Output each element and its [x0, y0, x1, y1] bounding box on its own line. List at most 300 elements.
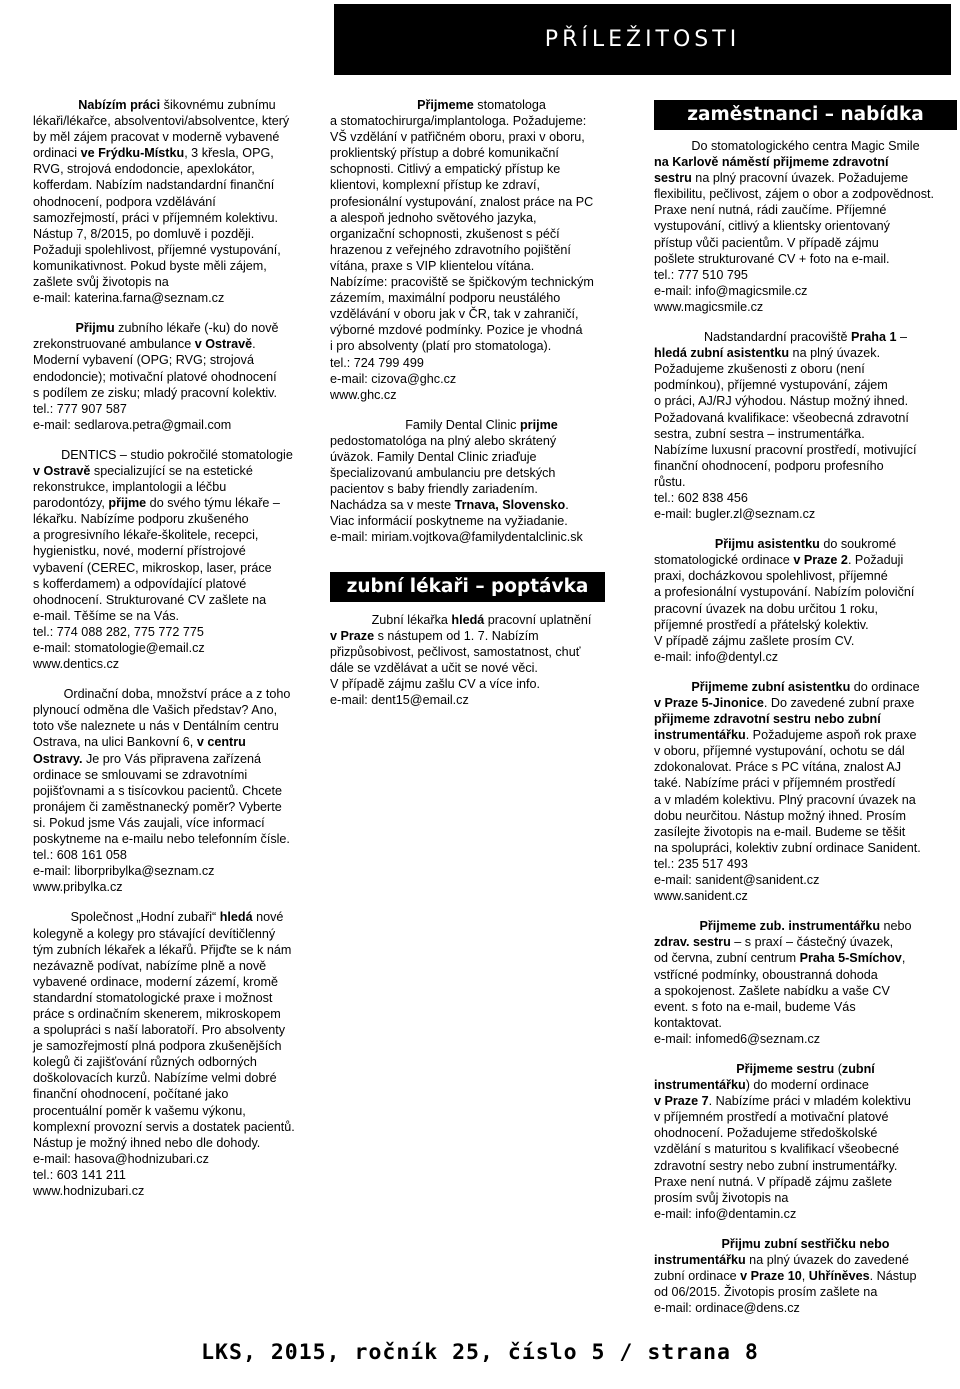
ad-text: zubního lékaře (-ku) do nově — [114, 321, 279, 336]
ad-line — [33, 1070, 321, 1086]
ad-line — [654, 999, 957, 1015]
ad-line — [654, 824, 957, 840]
ad-line — [654, 490, 957, 506]
ad-text: zdokonalovat. Práce s PC vítána, znalost AJ — [654, 760, 902, 775]
ad-line — [654, 329, 957, 345]
ad-text: organizační schopnosti, zkušenost s péčí — [330, 226, 560, 241]
left-column — [33, 97, 321, 1213]
ad-text: a spokojenost. Zašlete nabídku a vaše CV — [654, 983, 890, 998]
ad-text: lékaři/lékařce, absolventovi/absolventce, který — [33, 114, 290, 129]
classified-ad — [33, 686, 321, 895]
ad-text: úväzok. Family Dental Clinic zriaďuje — [330, 449, 537, 464]
ad-text: zázemím, maximální podporu neustálého — [330, 291, 561, 306]
ad-line — [654, 506, 957, 522]
ad-text-bold: zdrav. sestru — [654, 935, 731, 950]
ad-line — [330, 371, 633, 387]
classified-ad — [33, 909, 321, 1199]
ad-line — [654, 299, 957, 315]
ad-text: . Požaduji — [847, 553, 904, 568]
ad-text: www.sanident.cz — [654, 889, 748, 904]
ad-text: zrekonstruované ambulance — [33, 337, 195, 352]
ad-text: špecializovanú ambulanciu pre detských — [330, 466, 556, 481]
ad-line — [33, 624, 321, 640]
ad-line — [33, 1183, 321, 1199]
ad-text-bold: přijme — [108, 496, 147, 511]
ad-line — [654, 536, 957, 552]
ad-text: vstřícné podmínky, oboustranná dohoda — [654, 967, 878, 982]
ad-text: od června, zubní centrum — [654, 951, 800, 966]
ad-text: – s praxí – částečný úvazek, — [730, 935, 894, 950]
ad-line — [654, 154, 957, 170]
ad-line — [654, 552, 957, 568]
ad-line — [654, 711, 957, 727]
ad-text: e-mail: sedlarova.petra@gmail.com — [33, 417, 232, 432]
ad-line — [654, 267, 957, 283]
ad-line — [33, 543, 321, 559]
classified-ad — [654, 918, 957, 1047]
ad-line — [654, 1077, 957, 1093]
ad-line — [654, 679, 957, 695]
section-heading-employees-offer: zaměstnanci – nabídka — [654, 100, 957, 130]
ad-line — [33, 1054, 321, 1070]
ad-text-bold: v Ostravě — [33, 463, 91, 478]
ad-text-bold: Nabízím práci — [78, 98, 161, 112]
ad-line — [654, 361, 957, 377]
ad-line — [33, 401, 321, 417]
ad-line — [654, 283, 957, 299]
ad-text: Nachádza sa v meste — [330, 498, 455, 513]
ad-text: . — [252, 337, 256, 352]
ad-line — [330, 129, 633, 145]
ad-text-bold: instrumentářku — [654, 1253, 746, 1267]
classified-ad — [33, 447, 321, 672]
ad-text: na plný úvazek. — [789, 346, 881, 361]
ad-line — [654, 775, 957, 791]
ad-text-bold: v Praze 10 — [740, 1269, 802, 1284]
ad-text: e-mail: hasova@hodnizubari.cz — [33, 1151, 209, 1166]
ad-line — [33, 320, 321, 336]
ad-line — [654, 377, 957, 393]
ad-line — [33, 274, 321, 290]
ad-line — [33, 1103, 321, 1119]
ad-line — [654, 202, 957, 218]
classified-ad — [654, 329, 957, 522]
ad-text: e-mail: dent15@email.cz — [330, 693, 469, 707]
ad-line — [654, 1141, 957, 1157]
ad-line — [33, 702, 321, 718]
ad-line — [33, 511, 321, 527]
ad-line — [654, 888, 957, 904]
ad-text: Nabízíme: pracoviště se špičkovým technickým — [330, 275, 594, 290]
ad-line — [33, 942, 321, 958]
ad-line — [330, 290, 633, 306]
ad-text: s podílem ze zisku; mladý pracovní kolektiv. — [33, 385, 278, 400]
ad-line — [33, 447, 321, 463]
ad-line — [654, 792, 957, 808]
ad-text: e-mail: stomatologie@email.cz — [33, 641, 205, 655]
ad-text-bold: Přijmeme — [417, 98, 474, 112]
ad-text: zubní ordinace — [654, 1269, 741, 1284]
ad-text: stomatologické ordinace — [654, 553, 794, 568]
ad-line — [654, 442, 957, 458]
ad-text: na plný pracovní úvazek. Požadujeme — [691, 171, 909, 186]
ad-text: tel.: 602 838 456 — [654, 490, 748, 505]
ad-line — [330, 113, 633, 129]
ad-line — [654, 474, 957, 490]
ad-line — [654, 235, 957, 251]
ad-line — [330, 161, 633, 177]
ad-text: zdravotní sestry nebo zubní instrumentářky. — [654, 1158, 898, 1173]
ad-line — [330, 242, 633, 258]
ad-line — [654, 1268, 957, 1284]
ad-text: ordinaci — [33, 146, 81, 161]
ad-text: s nástupem od 1. 7. Nabízím — [374, 628, 539, 643]
ad-line — [33, 527, 321, 543]
classified-ad — [330, 417, 633, 546]
ad-text: vybavení (CEREC, mikroskop, laser, práce — [33, 560, 272, 575]
ad-text: Je pro Vás připravena zařízená — [82, 751, 261, 766]
ad-text: kolegů či zajišťování různých odborných — [33, 1055, 257, 1070]
ad-line — [33, 831, 321, 847]
ad-text-bold: Přijmeme zub. instrumentářku — [699, 919, 881, 934]
ad-line — [33, 958, 321, 974]
ad-line — [33, 479, 321, 495]
ad-line — [654, 568, 957, 584]
ad-text: a profesionální vystupování. Nabízím poloviční — [654, 585, 915, 600]
ad-line — [654, 918, 957, 934]
classified-ad — [654, 679, 957, 904]
ad-line — [330, 529, 633, 545]
ad-text: e-mail. Těšíme se na Vás. — [33, 608, 180, 623]
ad-line — [654, 649, 957, 665]
ad-line — [654, 695, 957, 711]
ad-text-bold: ve Frýdku-Místku — [80, 146, 185, 161]
ad-text: V případě zájmu zašlu CV a více info. — [330, 676, 540, 691]
section-heading-dentists-demand: zubní lékaři – poptávka — [330, 572, 605, 602]
ad-text-bold: v Praze 2 — [793, 553, 848, 568]
ad-line — [33, 194, 321, 210]
ad-line — [330, 481, 633, 497]
ad-line — [33, 815, 321, 831]
ad-line — [330, 644, 633, 660]
ad-line — [330, 145, 633, 161]
ad-line — [33, 1135, 321, 1151]
ad-text: www.dentics.cz — [33, 657, 120, 672]
ad-line — [330, 417, 633, 433]
ad-text: samozřejmostí, práci v příjemném kolektivu. — [33, 210, 278, 225]
ad-text: e-mail: bugler.zl@seznam.cz — [654, 507, 816, 522]
ad-text: tel.: 603 141 211 — [33, 1167, 126, 1182]
ad-line — [654, 617, 957, 633]
ad-text-bold: v centru — [196, 735, 246, 750]
ad-text: Do stomatologického centra Magic Smile — [691, 139, 920, 153]
ad-text: e-mail: infomed6@seznam.cz — [654, 1031, 821, 1046]
ad-text: přístup vůči pacientům. V případě zájmu — [654, 235, 879, 250]
ad-text: hrazenou z veřejného zdravotního pojištění — [330, 242, 571, 257]
ad-text: Požadovaná kvalifikace: všeobecná zdravotní — [654, 410, 909, 425]
ad-text: www.magicsmile.cz — [654, 299, 764, 314]
ad-text-bold: Přijmu — [75, 321, 115, 336]
ad-text: www.hodnizubari.cz — [33, 1184, 145, 1198]
ad-text: . Do zavedené zubní praxe — [763, 696, 915, 710]
ad-text-bold: prijme — [519, 417, 558, 432]
ad-line — [330, 306, 633, 322]
ad-text: do ordinace — [850, 679, 920, 694]
ad-text: e-mail: info@dentamin.cz — [654, 1206, 797, 1221]
ad-line — [654, 601, 957, 617]
ad-text: proklientský přístup a dobré komunikační — [330, 146, 559, 161]
ad-text-bold: Trnava, Slovensko — [454, 498, 566, 513]
ad-text: toto vše naleznete u nás v Dentálním centru — [33, 719, 279, 734]
ad-line — [33, 1022, 321, 1038]
ad-text: specializující se na estetické — [90, 463, 253, 478]
ad-line — [33, 640, 321, 656]
ad-text: pacientov s baby friendly zariadením. — [330, 482, 538, 497]
ad-line — [330, 322, 633, 338]
ad-text-bold: v Praze 7 — [654, 1094, 709, 1109]
ad-line — [654, 1061, 957, 1077]
ad-text-bold: Přijmu zubní sestřičku nebo — [721, 1236, 890, 1251]
ad-line — [33, 863, 321, 879]
ad-text: kontaktovat. — [654, 1015, 722, 1030]
ad-text: tel.: 777 907 587 — [33, 401, 127, 416]
ad-text: e-mail: info@magicsmile.cz — [654, 283, 808, 298]
ad-text: si. Pokud jsme Vás zaujali, více informací — [33, 815, 265, 830]
ad-text: vzdělávání v oboru jak v ČR, tak v zahraničí, — [330, 307, 579, 322]
ad-text: prosím svůj životopis na — [654, 1190, 789, 1205]
ad-text: růstu. — [654, 474, 686, 489]
ad-text: je samozřejmostí plná podpora zkušenějších — [33, 1039, 282, 1054]
ad-line — [33, 909, 321, 925]
ad-text: standardní stomatologické praxe i možnost — [33, 990, 273, 1005]
ad-text: e-mail: miriam.vojtkova@familydentalclinic.sk — [330, 530, 583, 545]
ad-line — [33, 242, 321, 258]
ad-line — [654, 1252, 957, 1268]
ad-text: finanční ohodnocení, počítané jako — [33, 1087, 229, 1102]
ad-text: komunikativnost. Pokud byste měli zájem, — [33, 258, 267, 273]
ad-text-bold: Přijmeme sestru — [736, 1061, 835, 1076]
ad-text: na spolupráci, kolektiv zubní ordinace Sanident. — [654, 840, 921, 855]
ad-line — [654, 1093, 957, 1109]
ad-line — [654, 1031, 957, 1047]
ad-line — [654, 759, 957, 775]
ad-line — [330, 194, 633, 210]
ad-text: e-mail: info@dentyl.cz — [654, 649, 779, 664]
page-title: PŘÍLEŽITOSTI — [544, 27, 741, 52]
ad-line — [33, 592, 321, 608]
ad-text: sestra, zubní sestra – instrumentářka. — [654, 426, 865, 441]
ad-text: e-mail: cizova@ghc.cz — [330, 371, 457, 386]
ad-line — [33, 97, 321, 113]
ad-text: v oboru, příjemné vystupování, ochotu se dál — [654, 744, 905, 759]
ad-text: Praxe není nutná, rádi zaučíme. Příjemné — [654, 203, 887, 218]
ad-text: na plný úvazek do zavedené — [745, 1253, 909, 1267]
ad-line — [33, 686, 321, 702]
ad-text: VŠ vzdělání v patřičném oboru, praxi v oboru, — [330, 130, 585, 145]
ad-text-bold: sestru — [654, 171, 692, 186]
ad-text: i pro absolventy (platí pro stomatologa). — [330, 339, 552, 354]
ad-text: lékařku. Nabízíme podporu zkušeného — [33, 512, 249, 527]
ad-line — [33, 352, 321, 368]
ad-line — [33, 177, 321, 193]
ad-line — [654, 727, 957, 743]
ad-text: příjemné prostředí a přátelský kolektiv. — [654, 617, 869, 632]
page-footer: LKS, 2015, ročník 25, číslo 5 / strana 8 — [201, 1340, 759, 1365]
ad-line — [33, 369, 321, 385]
ad-text: e-mail: liborpribylka@seznam.cz — [33, 864, 215, 879]
classified-ad — [33, 320, 321, 433]
ad-line — [33, 226, 321, 242]
ad-text-bold: Uhříněves — [808, 1269, 870, 1284]
ad-text: procentuální poměr k vašemu výkonu, — [33, 1103, 246, 1118]
ad-line — [33, 336, 321, 352]
ad-line — [33, 1119, 321, 1135]
ad-text: klientovi, komplexní přístup ke zdraví, — [330, 178, 540, 193]
ad-text: nezávazně podívat, nabízíme plně a nově — [33, 958, 267, 973]
ad-text: – — [896, 330, 908, 345]
ad-text: Zubní lékařka — [371, 612, 452, 627]
ad-text: Ostrava, na ulici Bankovní 6, — [33, 735, 197, 750]
ad-text: , 3 křesla, OPG, — [184, 146, 274, 161]
ad-text: s kofferdamem) a odpovídající platové — [33, 576, 247, 591]
ad-line — [33, 974, 321, 990]
ad-text: . Nástup — [869, 1269, 917, 1284]
ad-text: zasílejte životopis na e-mail. Budeme se těšit — [654, 824, 906, 839]
ad-text: Praxe není nutná. V případě zájmu zašlete — [654, 1174, 893, 1189]
ad-text: pedostomatológa na plný alebo skrátený — [330, 433, 557, 448]
ad-text: ( — [834, 1061, 842, 1076]
classified-ad — [654, 138, 957, 315]
ad-text: . Nabízíme práci v mladém kolektivu — [708, 1094, 911, 1109]
ad-text: a progresivního lékaře-školitele, recepci, — [33, 528, 259, 543]
ad-text: ordinace se smlouvami se zdravotními — [33, 767, 248, 782]
ad-text: vybavené ordinace, moderní zázemí, kromě — [33, 974, 278, 989]
ad-line — [654, 1125, 957, 1141]
ad-line — [33, 1086, 321, 1102]
ad-line — [33, 113, 321, 129]
ad-text-bold: Ostravy. — [33, 751, 83, 766]
ad-line — [33, 718, 321, 734]
ad-text: . — [565, 498, 569, 513]
page-header — [334, 4, 951, 75]
ad-text-bold: zubní — [841, 1061, 875, 1076]
ad-line — [654, 840, 957, 856]
ad-line — [654, 1174, 957, 1190]
ad-text: stomatologa — [473, 98, 546, 112]
ad-line — [330, 97, 633, 113]
ad-line — [654, 967, 957, 983]
ad-line — [654, 633, 957, 649]
ad-text: pronájem či zaměstnanecký poměr? Vyberte — [33, 799, 282, 814]
ad-line — [654, 345, 957, 361]
ad-text-bold: hledá — [451, 612, 485, 627]
ad-text: hygienistku, nové, moderní přístrojové — [33, 544, 246, 559]
ad-text: zašlete svůj životopis na — [33, 275, 169, 290]
ad-line — [654, 856, 957, 872]
ad-text: vystupování, citlivý a klientsky orientovaný — [654, 219, 890, 234]
ad-text: Požaduji spolehlivost, příjemné vystupování, — [33, 242, 281, 257]
right-column — [654, 100, 957, 1330]
ad-line — [330, 177, 633, 193]
ad-text: V případě zájmu zašlete prosím CV. — [654, 633, 855, 648]
ad-text: ohodnocení. Strukturované CV zašlete na — [33, 592, 267, 607]
ad-text: schopnosti. Citlivý a empatický přístup ke — [330, 162, 561, 177]
classified-ad — [330, 97, 633, 403]
ad-text: . Požadujeme aspoň rok praxe — [745, 728, 917, 743]
ad-text: pošlete strukturované CV + foto na e-mail. — [654, 251, 890, 266]
ad-text: tel.: 724 799 499 — [330, 355, 424, 370]
ad-line — [654, 1015, 957, 1031]
ad-text: profesionální vystupování, znalost práce na PC — [330, 194, 594, 209]
ad-text: pojišťovnami a s tisícovkou pacientů. Chcete — [33, 783, 283, 798]
ad-line — [654, 934, 957, 950]
ad-line — [654, 743, 957, 759]
ad-line — [654, 1158, 957, 1174]
ad-line — [654, 983, 957, 999]
ad-text: e-mail: sanident@sanident.cz — [654, 873, 820, 888]
ad-text: od 06/2015. Životopis prosím zašlete na — [654, 1285, 878, 1300]
ad-line — [654, 186, 957, 202]
ad-text: a alespoň jednoho světového jazyka, — [330, 210, 537, 225]
ad-text: ) do moderní ordinace — [745, 1078, 869, 1093]
ad-line — [33, 129, 321, 145]
ad-line — [33, 290, 321, 306]
ad-text: Nástup je možný ihned nebo dle dohody. — [33, 1135, 261, 1150]
ad-line — [33, 734, 321, 750]
ad-line — [654, 1190, 957, 1206]
ad-line — [654, 1300, 957, 1316]
ad-text: kolegyně a kolegy pro stávající devítičlenný — [33, 926, 276, 941]
ad-line — [33, 210, 321, 226]
ad-text: dobu neurčitou. Nástup možný ihned. Prosím — [654, 808, 907, 823]
ad-line — [654, 808, 957, 824]
ad-line — [33, 576, 321, 592]
ad-line — [654, 1206, 957, 1222]
ad-line — [330, 612, 633, 628]
ad-line — [33, 161, 321, 177]
ad-text: a spolupráci s naší laboratoří. Pro absolventy — [33, 1023, 286, 1038]
ad-line — [654, 410, 957, 426]
ad-text: podmínkou), příjemné vystupování, zájem — [654, 378, 888, 393]
ad-line — [330, 692, 633, 708]
ad-line — [330, 258, 633, 274]
ad-line — [330, 387, 633, 403]
ad-text: parodontózy, — [33, 496, 109, 511]
ad-text: praxi, docházkovou spolehlivost, příjemné — [654, 569, 888, 584]
ad-line — [654, 393, 957, 409]
ad-text: také. Nabízíme práci v příjemném prostředí — [654, 776, 896, 791]
ad-text: práce s ordinačním skenerem, mikroskopem — [33, 1006, 281, 1021]
ad-line — [33, 145, 321, 161]
ad-text-bold: instrumentářku — [654, 728, 746, 743]
ad-text: finanční ohodnocení, podporu profesního — [654, 458, 884, 473]
ad-line — [654, 218, 957, 234]
ad-text: nové — [252, 910, 284, 925]
ad-line — [33, 767, 321, 783]
ad-line — [33, 879, 321, 895]
ad-text-bold: přijmeme zdravotní sestru nebo zubní — [654, 712, 881, 727]
ad-text: tel.: 777 510 795 — [654, 267, 748, 282]
ad-text: vzdělání s maturitou s kvalifikací všeobecné — [654, 1142, 899, 1157]
ad-line — [33, 751, 321, 767]
ad-text-bold: Praha 5-Smíchov — [799, 951, 902, 966]
ad-text: ohodnocení, podpora vzdělávání — [33, 194, 216, 209]
ad-text: www.ghc.cz — [330, 387, 397, 402]
ad-text-bold: v Ostravě — [194, 337, 253, 352]
ad-line — [654, 1109, 957, 1125]
ad-line — [33, 990, 321, 1006]
ad-text: rekonstrukce, implantologii a léčbu — [33, 480, 227, 495]
